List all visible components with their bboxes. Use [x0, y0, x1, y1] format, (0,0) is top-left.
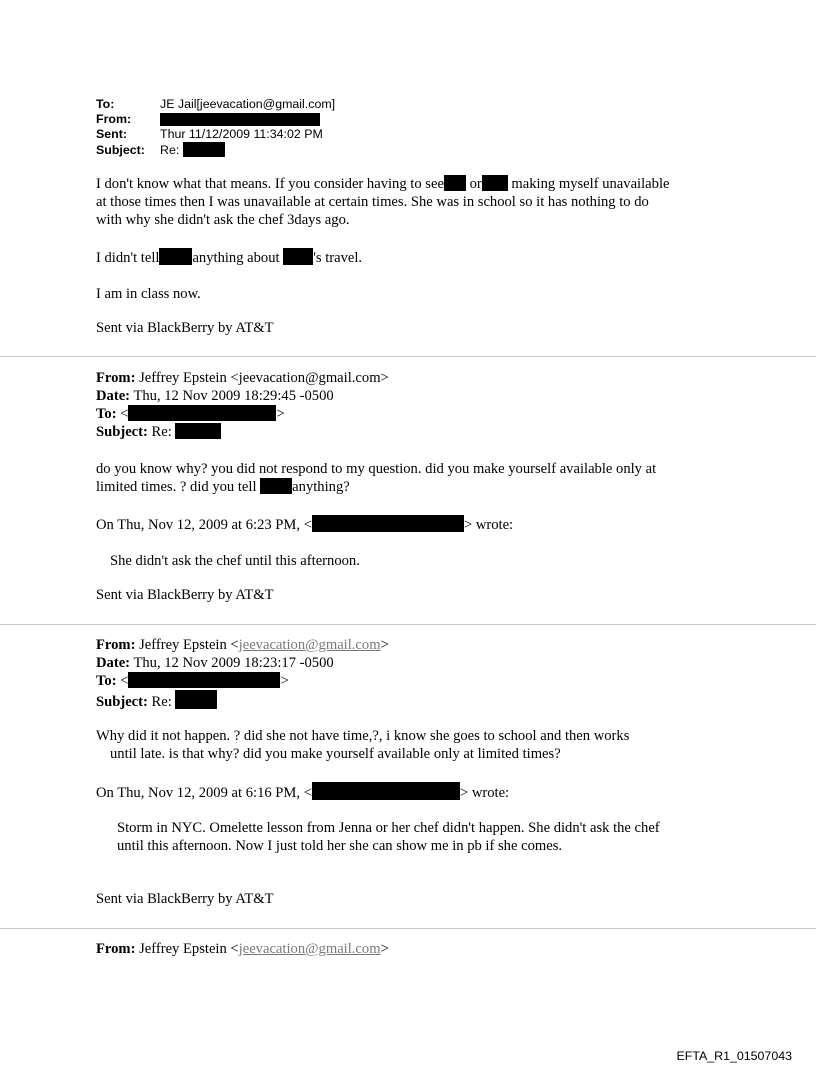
msg2-from-row [96, 369, 736, 387]
date-label: Date: [96, 655, 131, 671]
subject-value: Re: [160, 143, 180, 157]
subject-value: Re: [151, 694, 172, 710]
msg3-from-row [96, 636, 736, 654]
signature: Sent via BlackBerry by AT&T [96, 891, 274, 907]
from-label: From: [96, 637, 136, 653]
from-label: From: [96, 941, 136, 957]
body-text: limited times. ? did you tell [96, 479, 257, 495]
msg2-subject-row [96, 423, 736, 441]
redaction-block [175, 690, 217, 709]
quoted-text: until this afternoon. Now I just told her she can show me in pb if she comes. [117, 838, 563, 854]
body-line: I am in class now. [96, 286, 201, 302]
subject-label: Subject: [96, 694, 148, 710]
quote-text: > wrote: [463, 517, 514, 533]
from-value: Jeffrey Epstein <jeevacation@gmail.com> [139, 370, 389, 386]
to-value: JE Jail[jeevacation@gmail.com] [160, 97, 336, 111]
to-label: To: [96, 406, 117, 422]
from-name: Jeffrey Epstein < [139, 637, 239, 653]
redaction-block [260, 478, 292, 494]
redaction-block [128, 672, 280, 688]
redaction-block [312, 515, 464, 532]
quoted-text: Storm in NYC. Omelette lesson from Jenna or her chef didn't happen. She didn't ask the chef [117, 820, 660, 836]
email-link[interactable]: jeevacation@gmail.com [238, 637, 381, 653]
signature: Sent via BlackBerry by AT&T [96, 587, 274, 603]
body-line: with why she didn't ask the chef 3days ago. [96, 212, 350, 228]
body-line [96, 175, 736, 193]
subject-label: Subject: [96, 424, 148, 440]
redaction-block [283, 248, 313, 265]
sent-value: Thur 11/12/2009 11:34:02 PM [160, 127, 323, 141]
divider [0, 356, 816, 357]
to-label: To: [96, 97, 115, 111]
redaction-block [159, 248, 192, 265]
divider [0, 928, 816, 929]
msg3-date-row [96, 654, 736, 672]
redaction-block [128, 405, 276, 421]
redaction-block [312, 782, 460, 800]
msg2-to-row [96, 405, 736, 423]
body-text: 's travel. [313, 250, 363, 266]
quote-text: On Thu, Nov 12, 2009 at 6:23 PM, < [96, 517, 312, 533]
body-line [96, 248, 736, 267]
date-value: Thu, 12 Nov 2009 18:23:17 -0500 [133, 655, 334, 671]
from-close: > [380, 637, 389, 653]
body-text: making myself unavailable [511, 176, 670, 192]
from-close: > [380, 941, 389, 957]
sent-label: Sent: [96, 127, 127, 141]
body-text: I don't know what that means. If you consider having to see [96, 176, 444, 192]
to-close: > [276, 406, 285, 422]
date-value: Thu, 12 Nov 2009 18:29:45 -0500 [133, 388, 334, 404]
from-label: From: [96, 370, 136, 386]
signature: Sent via BlackBerry by AT&T [96, 320, 274, 336]
to-open: < [120, 673, 129, 689]
header-from-row [96, 112, 320, 126]
quote-header [96, 515, 736, 534]
date-label: Date: [96, 388, 131, 404]
quote-text: > wrote: [459, 785, 510, 801]
redaction-block [160, 113, 320, 126]
quote-header [96, 782, 736, 802]
header-to-row [96, 97, 335, 111]
email-link[interactable]: jeevacation@gmail.com [238, 941, 381, 957]
document-id: EFTA_R1_01507043 [676, 1049, 792, 1063]
to-close: > [280, 673, 289, 689]
body-line: Why did it not happen. ? did she not have time,?, i know she goes to school and then works [96, 728, 630, 744]
header-sent-row [96, 127, 323, 141]
divider [0, 624, 816, 625]
redaction-block [183, 142, 225, 157]
body-text: anything? [292, 479, 350, 495]
header-subject-row [96, 142, 225, 157]
body-text: anything about [192, 250, 280, 266]
msg2-date-row [96, 387, 736, 405]
body-text: or [469, 176, 482, 192]
body-text: I didn't tell [96, 250, 160, 266]
to-label: To: [96, 673, 117, 689]
from-name: Jeffrey Epstein < [139, 941, 239, 957]
subject-label: Subject: [96, 143, 145, 157]
msg3-to-row [96, 672, 736, 690]
msg4-from-row [96, 940, 736, 958]
redaction-block [482, 175, 508, 191]
body-line: at those times then I was unavailable at certain times. She was in school so it has nothing to do [96, 194, 649, 210]
redaction-block [175, 423, 221, 439]
msg3-subject-row [96, 690, 736, 711]
body-line [96, 478, 736, 496]
subject-value: Re: [151, 424, 172, 440]
body-line: do you know why? you did not respond to my question. did you make yourself available only at [96, 461, 657, 477]
from-label: From: [96, 112, 132, 126]
redaction-block [444, 175, 466, 191]
body-line: until late. is that why? did you make yourself available only at limited times? [110, 746, 561, 762]
quoted-text: She didn't ask the chef until this afternoon. [110, 553, 360, 569]
quote-text: On Thu, Nov 12, 2009 at 6:16 PM, < [96, 785, 312, 801]
to-open: < [120, 406, 129, 422]
